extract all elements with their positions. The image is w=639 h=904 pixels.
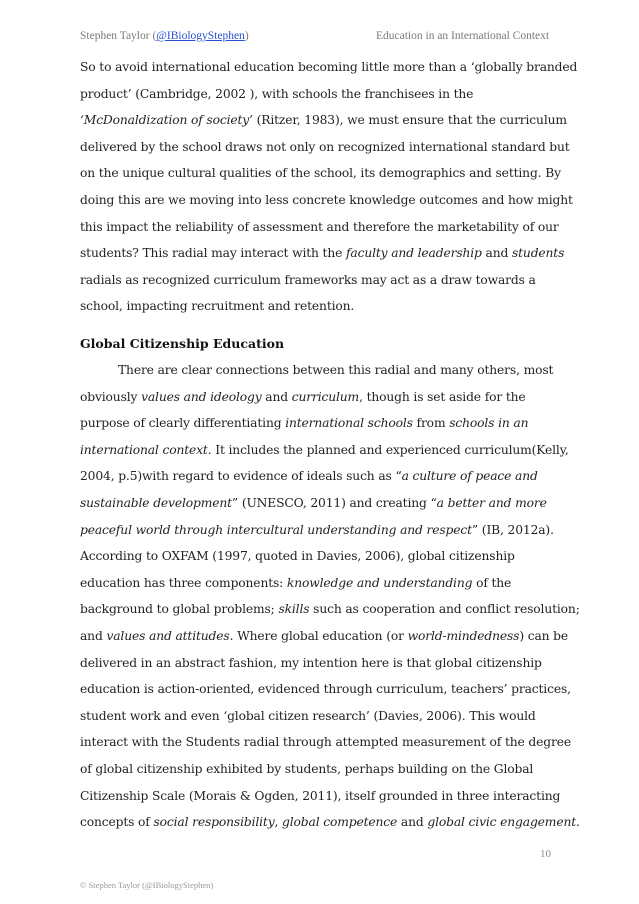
running-header-author: Stephen Taylor (@IBiologyStephen)	[80, 30, 249, 42]
footer-copyright: © Stephen Taylor (@IBiologyStephen)	[80, 880, 214, 890]
twitter-handle-link[interactable]: @IBiologyStephen	[156, 30, 245, 42]
page-number: 10	[540, 848, 551, 860]
paragraph-global-citizenship: There are clear connections between this radial and many others, most obviously values and ideology and curriculum, though is set aside for the purpose of clearly differentiating international schools from schools in an international context. It includes the planned and experienced curriculum(Kelly, 2004, p.5)with regard to evidence of ideals such as “a culture of peace and sustainable development” (UNESCO, 2011) and creating “a better and more peaceful world through intercultural understanding and respect” (IB, 2012a). According to OXFAM (1997, quoted in Davies, 2006), global citizenship education has three components: knowledge and understanding of the background to global problems; skills such as cooperation and conflict resolution; and values and attitudes. Where global education (or world-mindedness) can be delivered in an abstract fashion, my intention here is that global citizenship education is action-oriented, evidenced through curriculum, teachers’ practices, student work and even ‘global citizen research’ (Davies, 2006). This would interact with the Students radial through attempted measurement of the degree of global citizenship exhibited by students, perhaps building on the Global Citizenship Scale (Morais & Ogden, 2011), itself grounded in three interacting concepts of social responsibility, global competence and global civic engagement.	[80, 363, 580, 830]
running-header-title: Education in an International Context	[376, 30, 550, 42]
paragraph-curriculum: So to avoid international education becoming little more than a ‘globally branded product’ (Cambridge, 2002 ), with schools the franchisees in the ‘McDonaldization of society’ (Ritzer, 1983), we must ensure that the curriculum delivered by the school draws not only on recognized international standard but on the unique cultural qualities of the school, its demographics and setting. By doing this are we moving into less concrete knowledge outcomes and how might this impact the reliability of assessment and therefore the marketability of our students? This radial may interact with the faculty and leadership and students radials as recognized curriculum frameworks may act as a draw towards a school, impacting recruitment and retention.	[80, 60, 578, 314]
section-heading: Global Citizenship Education	[80, 336, 285, 351]
